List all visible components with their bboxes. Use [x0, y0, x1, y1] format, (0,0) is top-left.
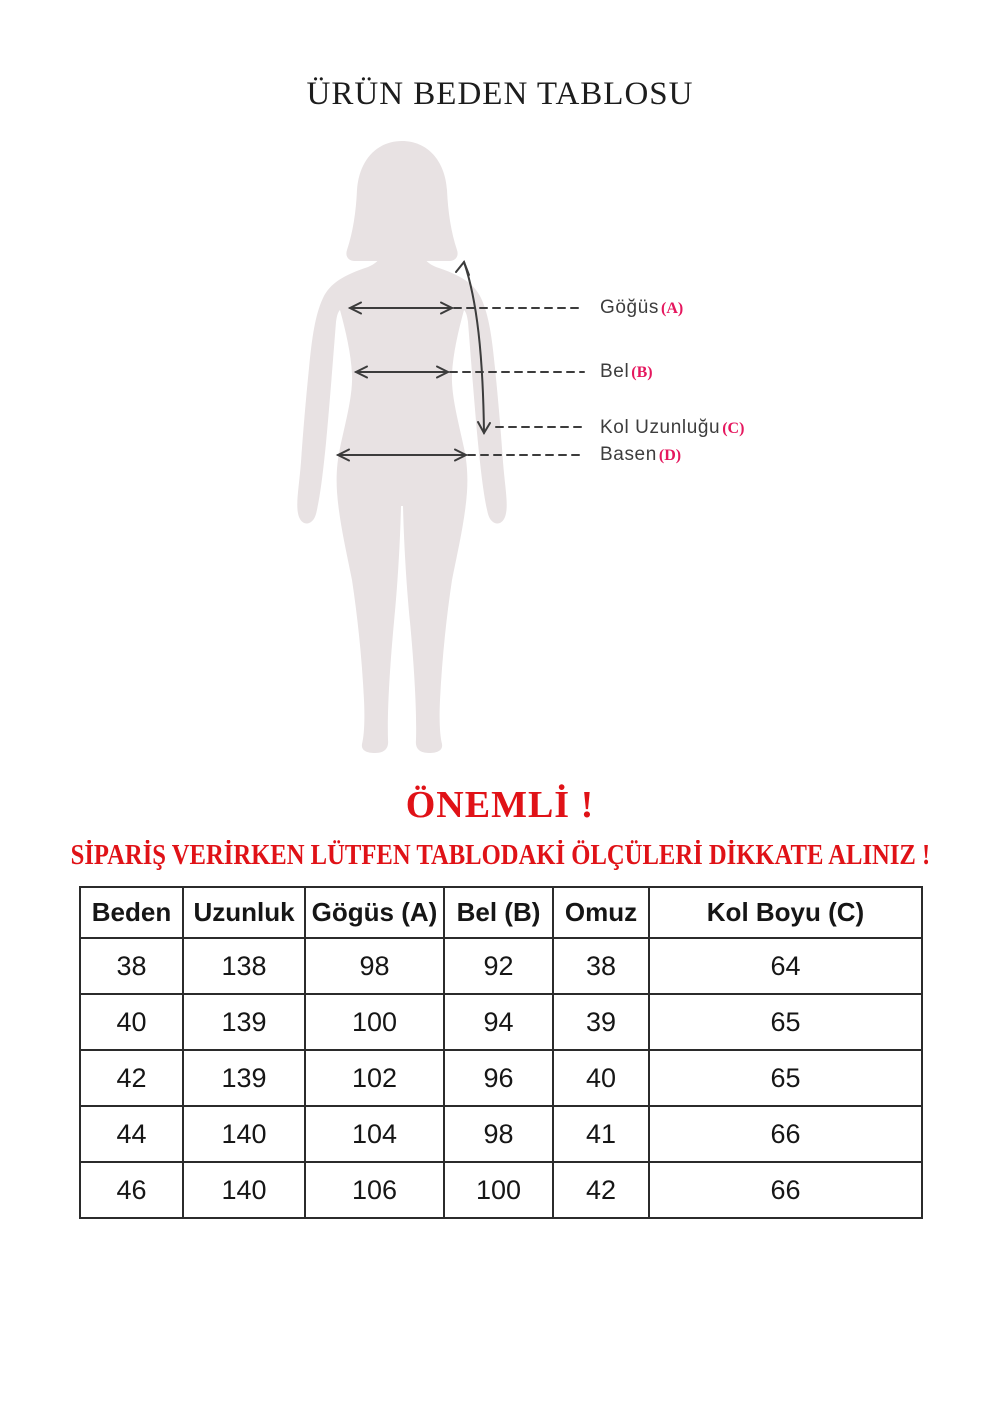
- label-arm-length-letter: (C): [722, 420, 745, 437]
- table-row: [80, 938, 922, 994]
- label-chest-text: Göğüs: [600, 297, 659, 318]
- warning-text: SİPARİŞ VERİRKEN LÜTFEN TABLODAKİ ÖLÇÜLERİ DİKKATE ALINIZ !: [70, 840, 930, 871]
- label-waist: [600, 360, 653, 384]
- table-cell: 139: [183, 994, 305, 1050]
- label-chest-letter: (A): [660, 300, 684, 317]
- header-cell-beden: Beden: [80, 887, 183, 938]
- table-cell: 65: [649, 994, 922, 1050]
- table-cell: 44: [80, 1106, 183, 1162]
- header-cell-kol-boyu: Kol Boyu (C): [649, 887, 922, 938]
- label-waist-text: Bel: [600, 361, 630, 382]
- table-cell: 38: [80, 938, 183, 994]
- table-cell: 140: [183, 1106, 305, 1162]
- table-cell: 66: [649, 1162, 922, 1218]
- warning-row: [0, 840, 1000, 872]
- table-cell: 104: [305, 1106, 444, 1162]
- table-cell: 98: [305, 938, 444, 994]
- label-hip: [600, 443, 681, 467]
- size-table-header-row: [80, 887, 922, 938]
- table-cell: 94: [444, 994, 553, 1050]
- table-cell: 40: [80, 994, 183, 1050]
- table-cell: 40: [553, 1050, 649, 1106]
- table-cell: 64: [649, 938, 922, 994]
- table-row: [80, 1106, 922, 1162]
- table-cell: 96: [444, 1050, 553, 1106]
- silhouette-head: [346, 141, 457, 261]
- label-hip-letter: (D): [658, 447, 682, 464]
- table-row: [80, 1050, 922, 1106]
- table-row: [80, 994, 922, 1050]
- table-cell: 46: [80, 1162, 183, 1218]
- silhouette-body: [297, 242, 506, 753]
- table-cell: 38: [553, 938, 649, 994]
- page-title: ÜRÜN BEDEN TABLOSU: [306, 76, 694, 112]
- important-heading: ÖNEMLİ !: [405, 784, 595, 826]
- table-cell: 39: [553, 994, 649, 1050]
- table-cell: 42: [80, 1050, 183, 1106]
- table-cell: 100: [444, 1162, 553, 1218]
- table-cell: 66: [649, 1106, 922, 1162]
- header-cell-gogus: Gögüs (A): [305, 887, 444, 938]
- table-cell: 140: [183, 1162, 305, 1218]
- size-table: [79, 886, 923, 1219]
- table-cell: 100: [305, 994, 444, 1050]
- table-cell: 102: [305, 1050, 444, 1106]
- header-cell-omuz: Omuz: [553, 887, 649, 938]
- label-chest: [600, 296, 683, 320]
- table-cell: 42: [553, 1162, 649, 1218]
- header-cell-uzunluk: Uzunluk: [183, 887, 305, 938]
- table-cell: 65: [649, 1050, 922, 1106]
- label-hip-text: Basen: [600, 444, 657, 465]
- table-cell: 106: [305, 1162, 444, 1218]
- label-waist-letter: (B): [631, 364, 653, 381]
- table-cell: 139: [183, 1050, 305, 1106]
- label-arm-length-text: Kol Uzunluğu: [600, 417, 721, 438]
- header-cell-bel: Bel (B): [444, 887, 553, 938]
- table-cell: 92: [444, 938, 553, 994]
- label-arm-length: [600, 416, 744, 440]
- table-cell: 98: [444, 1106, 553, 1162]
- table-cell: 138: [183, 938, 305, 994]
- table-row: [80, 1162, 922, 1218]
- table-cell: 41: [553, 1106, 649, 1162]
